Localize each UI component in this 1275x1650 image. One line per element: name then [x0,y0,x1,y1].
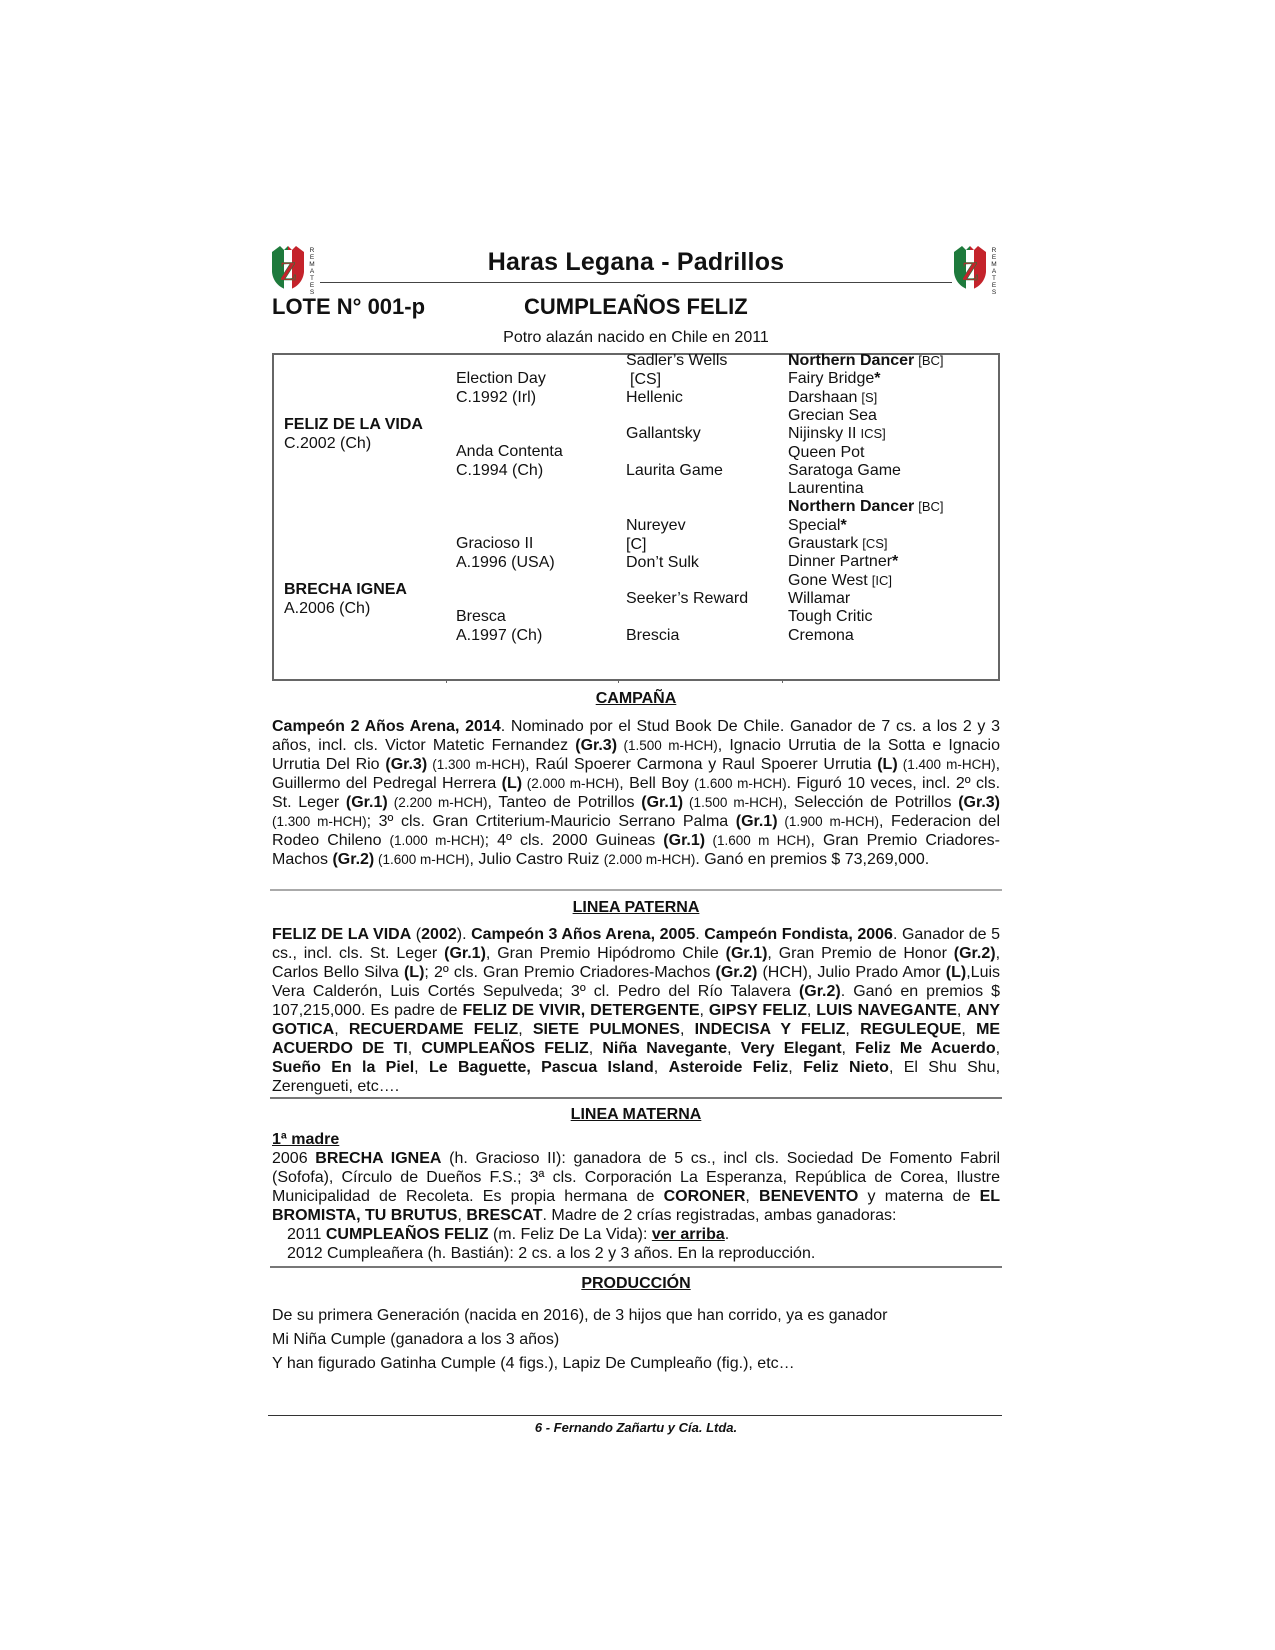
svg-text:A: A [309,268,315,275]
dam-name: BRECHA IGNEA [284,581,407,598]
distance-text: (1.000 m-HCH) [389,833,485,848]
sire-info: C.2002 (Ch) [284,435,372,452]
ancestor-name: Nijinsky II [788,425,857,443]
bold-text: REGULEQUE [860,1021,962,1038]
ancestor-note: ICS] [860,426,886,442]
ggp-name: Laurita Game [626,462,723,479]
distance-text: (2.200 m-HCH) [387,795,488,810]
first-dam-heading: 1ª madre [272,1131,340,1148]
pedigree-great-grandparent [626,553,699,572]
bold-text: Feliz Nieto [803,1059,889,1076]
section-divider [270,1097,1002,1099]
svg-text:M: M [991,261,997,268]
bold-text: BRECHA IGNEA [315,1150,442,1167]
header-divider [320,282,952,283]
ancestor-name: Cremona [788,626,854,644]
text-run: , Gran Premio de Honor [767,945,954,962]
ggp-name: Gallantsky [626,425,701,442]
svg-text:T: T [310,275,314,282]
campana-paragraph [272,717,1000,869]
ancestor-name: Grecian Sea [788,406,877,424]
text-run: ; 2º cls. Gran Premio Criadores-Machos [424,964,716,981]
pedigree-ancestor [788,571,892,590]
pedigree-ancestor [788,406,877,425]
text-run: ). [456,926,472,943]
bold-text: (Gr.1) [444,945,486,962]
svg-text:E: E [309,254,315,261]
text-run: , Selección de Potrillos [782,794,959,811]
remates-logo-left [270,244,320,296]
pedigree-great-grandparent [626,351,727,389]
text-run: , [518,1021,533,1038]
text-run: , [679,1021,695,1038]
text-run: (m. Feliz De La Vida): [488,1226,652,1243]
bold-text: (L) [945,964,967,981]
pedigree-great-grandparent [626,424,701,443]
text-run: , Ignacio Urrutia de la Sotta e Ignacio Urrutia Del Rio [272,737,1001,773]
ggp-name: Sadler’s Wells [626,352,728,369]
ancestor-name: Fairy Bridge [788,370,875,388]
bold-text: (L) [403,964,425,981]
text-run: . Ganó en premios $ 73,269,000. [695,851,930,868]
bold-text: BENEVENTO [759,1188,859,1205]
text-run: . [724,1226,730,1243]
grandparent-info: A.1996 (USA) [456,554,555,571]
linea-materna-paragraph [272,1149,1000,1225]
bold-text: ver arriba [651,1226,725,1243]
text-run: , Bell Boy [619,775,695,792]
ancestor-name: Dinner Partner [788,553,893,571]
ancestor-name: Willamar [788,589,851,607]
bold-text: (Gr.1) [641,794,684,811]
grandparent-name: Gracioso II [456,535,534,552]
column-tick [782,679,783,683]
bold-text: BRESCAT [466,1207,543,1224]
distance-text: (2.000 m-HCH) [603,852,696,867]
pedigree-ancestor [788,534,888,553]
bold-text: (L) [501,775,523,792]
pedigree-ancestor [788,589,850,608]
pedigree-ancestor [788,479,864,498]
grandparent-name: Anda Contenta [456,443,563,460]
produccion-line: Y han figurado Gatinha Cumple (4 figs.), Lapiz De Cumpleaño (fig.), etc… [272,1355,795,1372]
text-run: , [956,1002,967,1019]
produccion-line: De su primera Generación (nacida en 2016), de 3 hijos que han corrido, ya es ganador [272,1307,888,1324]
text-run: . [695,926,705,943]
text-run: , Carlos Bello Silva [272,945,1001,981]
pedigree-ancestor [788,443,865,462]
text-run: ,Luis Vera Calderón, Luis Cortés Sepulveda; 3º cl. Pedro del Río Talavera [272,964,1001,1000]
horse-name: CUMPLEAÑOS FELIZ [524,294,748,319]
text-run: , [745,1188,760,1205]
distance-text: (2.000 m-HCH) [522,776,620,791]
text-run: , [788,1059,804,1076]
bold-text: 2002 [421,926,457,943]
pedigree-great-grandparent [626,516,686,554]
distance-text: (1.500 m-HCH) [617,738,718,753]
offspring-line [272,1244,1015,1263]
bold-text: (Gr.3) [958,794,1001,811]
text-run: , [806,1002,817,1019]
ancestor-name: Queen Pot [788,443,865,461]
pedigree-ancestor [788,516,847,535]
section-divider [270,889,1002,891]
linea-paterna-paragraph [272,925,1000,1096]
svg-text:T: T [992,275,996,282]
ggp-name: Brescia [626,627,680,644]
ancestor-name: Saratoga Game [788,461,901,479]
pedigree-great-grandparent [626,461,723,480]
distance-text: (1.400 m-HCH) [897,757,996,772]
pedigree-grandparent [456,607,542,645]
text-run: , [414,1059,429,1076]
bold-text: (Gr.1) [735,813,778,830]
ggp-name: Seeker’s Reward [626,590,749,607]
grandparent-info: C.1992 (Irl) [456,389,537,406]
bold-text: (Gr.1) [345,794,388,811]
dam-info: A.2006 (Ch) [284,600,371,617]
bold-text: Campeón 2 Años Arena, 2014 [272,718,501,735]
section-title-produccion: PRODUCCIÓN [581,1275,691,1292]
pedigree-ancestor [788,607,872,626]
text-run: , Gran Premio Criadores-Machos [272,832,1000,868]
bold-text: EL BROMISTA, TU BRUTUS [272,1188,1001,1224]
bold-text: GIPSY FELIZ [708,1002,807,1019]
text-run: 2012 Cumpleañera (h. Bastián): 2 cs. a los 2 y 3 años. En la reproducción. [287,1245,816,1262]
pedigree-ancestor [788,626,854,645]
bold-text: Campeón 3 Años Arena, 2005 [471,926,696,943]
distance-text: (1.500 m-HCH) [683,795,783,810]
bold-text: LUIS NAVEGANTE [816,1002,957,1019]
section-divider [270,1266,1002,1268]
text-run: , [995,1040,1001,1057]
bold-text: (Gr.3) [385,756,428,773]
svg-text:S: S [309,289,315,296]
svg-text:E: E [991,282,997,289]
remates-logo-right [952,244,1002,296]
bold-text: FELIZ DE VIVIR, DETERGENTE [462,1002,700,1019]
svg-text:Z: Z [961,257,979,286]
column-tick [618,679,619,683]
text-run: 2006 [272,1150,316,1167]
ancestor-note: [IC] [871,572,892,588]
bold-text: RECUERDAME FELIZ [348,1021,519,1038]
text-run: , Julio Castro Ruiz [469,851,604,868]
text-run: . Ganador de 5 cs., incl. cls. St. Leger [272,926,1000,962]
distance-text: (1.600 m-HCH) [374,852,470,867]
page-header-title: Haras Legana - Padrillos [487,248,785,276]
bold-text: CUMPLEAÑOS FELIZ [421,1040,589,1057]
ancestor-note: [BC] [918,499,944,515]
text-run: 2011 [287,1226,326,1243]
pedigree-ancestor [788,497,944,516]
text-run: ; 4º cls. 2000 Guineas [484,832,664,849]
ggp-name: Don’t Sulk [626,554,699,571]
bold-text: (Gr.1) [663,832,706,849]
svg-text:A: A [991,268,997,275]
column-tick [446,679,447,683]
lot-number: LOTE N° 001-p [272,294,426,319]
pedigree-table [272,353,1000,681]
bold-text: (Gr.2) [715,964,758,981]
section-title-linea-paterna: LINEA PATERNA [572,899,700,916]
bold-text: Sueño En la Piel [272,1059,415,1076]
bold-text: Niña Navegante [602,1040,728,1057]
text-run: , [407,1040,422,1057]
pedigree-grandparent [456,442,563,480]
bold-text: CUMPLEAÑOS FELIZ [325,1226,489,1243]
grandparent-info: C.1994 (Ch) [456,462,544,479]
text-run: , [457,1207,467,1224]
ancestor-note: [CS] [862,536,888,551]
text-run: , [727,1040,741,1057]
pedigree-grandparent [456,534,555,572]
text-run: ; 3º cls. Gran Crtiterium-Mauricio Serrano Palma [366,813,736,830]
text-run: (HCH), Julio Prado Amor [757,964,946,981]
pedigree-dam [284,580,407,618]
pedigree-ancestor [788,424,886,443]
distance-text: (1.300 m-HCH) [272,814,367,829]
bold-text: (Gr.2) [953,945,996,962]
bold-text: (Gr.2) [798,983,841,1000]
text-run: . Figuró 10 veces, incl. 2º cls. St. Leger [272,775,1001,811]
ancestor-name: Darshaan [788,388,858,406]
text-run: , Federacion del Rodeo Chileno [272,813,1000,849]
svg-text:R: R [309,247,315,254]
bold-text: INDECISA Y FELIZ [694,1021,846,1038]
grandparent-name: Election Day [456,370,546,387]
pedigree-grandparent [456,369,546,407]
bold-text: SIETE PULMONES [532,1021,680,1038]
ancestor-star-marker: * [840,516,847,534]
pedigree-ancestor [788,388,877,407]
bold-text: Feliz Me Acuerdo [855,1040,996,1057]
svg-text:Z: Z [279,257,297,286]
bold-text: (Gr.1) [725,945,768,962]
bold-text: ME ACUERDO DE TI [272,1021,1001,1057]
ggp-note: [CS] [630,371,662,388]
section-title-linea-materna: LINEA MATERNA [570,1106,702,1123]
footer-divider [268,1415,1002,1416]
produccion-line: Mi Niña Cumple (ganadora a los 3 años) [272,1331,560,1348]
pedigree-great-grandparent [626,589,748,608]
ggp-name: Hellenic [626,389,683,406]
ancestor-name: Gone West [788,571,868,589]
svg-text:S: S [991,289,997,296]
ancestor-star-marker: * [892,553,899,571]
bold-text: Very Elegant [740,1040,842,1057]
ancestor-note: [BC] [918,353,944,368]
bold-text: ANY GOTICA [272,1002,1001,1038]
text-run: , El Shu Shu, Zerengueti, etc…. [272,1059,1001,1095]
grandparent-info: A.1997 (Ch) [456,627,543,644]
bold-text: CORONER [663,1188,746,1205]
section-title-campana: CAMPAÑA [595,690,677,707]
distance-text: (1.600 m HCH) [705,833,811,848]
ancestor-name: Special [788,516,841,534]
ancestor-name: Northern Dancer [788,498,915,516]
pedigree-ancestor [788,369,880,388]
text-run: . Ganó en premios $ 107,215,000. Es padre de [272,983,1001,1019]
bold-text: Asteroide Feliz [668,1059,789,1076]
distance-text: (1.900 m-HCH) [777,814,880,829]
text-run: , [841,1040,856,1057]
page-footer: 6 - Fernando Zañartu y Cía. Ltda. [534,1420,738,1435]
text-run: , Guillermo del Pedregal Herrera [272,756,1001,792]
text-run: , [588,1040,603,1057]
text-run: (h. Gracioso II): ganadora de 5 cs., incl cls. Sociedad De Fomento Fabril (Sofofa), Círculo de Dueños F.S.; 3ª cls. Corporación La Esperanza, República de Corea, Ilustre Municipalidad de Recoleta. Es propia hermana de [272,1150,1001,1205]
offspring-line [272,1225,1015,1244]
bold-text: Campeón Fondista, 2006 [704,926,893,943]
svg-text:R: R [991,247,997,254]
pedigree-ancestor [788,351,944,370]
bold-text: Le Baguette, Pascua Island [428,1059,654,1076]
sire-name: FELIZ DE LA VIDA [284,416,423,433]
ggp-note: [C] [626,536,647,553]
ancestor-name: Northern Dancer [788,352,915,369]
pedigree-sire [284,415,423,453]
ggp-name: Nureyev [626,517,686,534]
ancestor-name: Graustark [788,535,859,552]
pedigree-ancestor [788,461,901,480]
pedigree-ancestor [788,552,898,571]
svg-text:E: E [991,254,997,261]
grandparent-name: Bresca [456,608,506,625]
distance-text: (1.600 m-HCH) [694,776,787,791]
text-run: , [334,1021,349,1038]
text-run: , [699,1002,709,1019]
ancestor-name: Laurentina [788,480,864,498]
bold-text: (L) [877,756,898,773]
text-run: , [845,1021,861,1038]
text-run: ( [411,926,422,943]
text-run: , [653,1059,669,1076]
bold-text: (Gr.2) [332,851,375,868]
pedigree-great-grandparent [626,626,679,645]
text-run: y materna de [858,1188,980,1205]
svg-text:E: E [309,282,315,289]
pedigree-great-grandparent [626,388,683,407]
ancestor-name: Tough Critic [788,608,873,626]
text-run: , Raúl Spoerer Carmona y Raul Spoerer Urrutia [525,756,878,773]
text-run: . Madre de 2 crías registradas, ambas ganadoras: [542,1207,897,1224]
bold-text: (Gr.3) [575,737,618,754]
text-run: , [961,1021,977,1038]
ancestor-star-marker: * [874,370,881,388]
text-run: . Nominado por el Stud Book De Chile. Ganador de 7 cs. a los 2 y 3 años, incl. cls. Victor Matetic Fernandez [272,718,1000,754]
ancestor-note: [S] [861,389,878,405]
text-run: , Gran Premio Hipódromo Chile [485,945,726,962]
distance-text: (1.300 m-HCH) [427,757,526,772]
bold-text: FELIZ DE LA VIDA [272,926,412,943]
horse-description: Potro alazán nacido en Chile en 2011 [503,329,769,346]
text-run: , Tanteo de Potrillos [487,794,642,811]
svg-text:M: M [309,261,315,268]
